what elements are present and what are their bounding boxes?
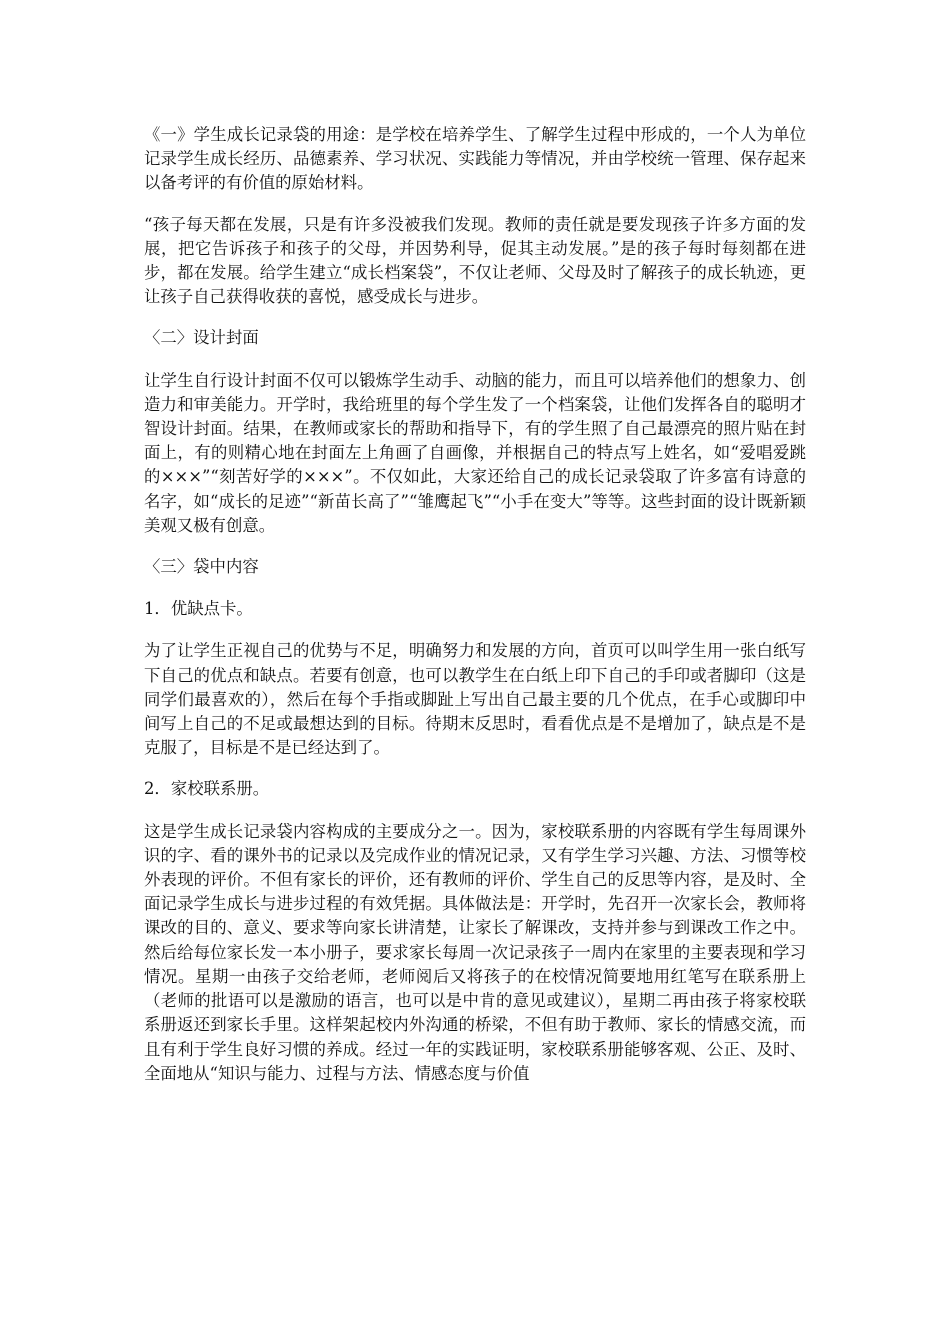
paragraph-cover-design: 让学生自行设计封面不仅可以锻炼学生动手、动脑的能力，而且可以培养他们的想象力、创造力和审美能力。开学时，我给班里的每个学生发了一个档案袋，让他们发挥各自的聪明才智设计封面。结果，在教师或家长的帮助和指导下，有的学生照了自己最漂亮的照片贴在封面上，有的则精心地在封面左上角画了自画像，并根据自己的特点写上姓名，如“爱唱爱跳的×××”“刻苦好学的×××”。不仅如此，大家还给自己的成长记录袋取了许多富有诗意的名字，如“成长的足迹”“新苗长高了”“雏鹰起飞”“小手在变大”等等。这些封面的设计既新颖美观又极有创意。 — [144, 370, 806, 535]
paragraph-home-school-book: 这是学生成长记录袋内容构成的主要成分之一。因为，家校联系册的内容既有学生每周课外识的字、看的课外书的记录以及完成作业的情况记录，又有学生学习兴趣、方法、习惯等校外表现的评价。不但有家长的评价，还有教师的评价、学生自己的反思等内容，是及时、全面记录学生成长与进步过程的有效凭据。具体做法是：开学时，先召开一次家长会，教师将课改的目的、意义、要求等向家长讲清楚，让家长了解课改，支持并参与到课改工作之中。然后给每位家长发一本小册子，要求家长每周一次记录孩子一周内在家里的主要表现和学习情况。星期一由孩子交给老师，老师阅后又将孩子的在校情况简要地用红笔写在联系册上（老师的批语可以是激励的语言，也可以是中肯的意见或建议），星期二再由孩子将家校联系册返还到家长手里。这样架起校内外沟通的桥梁，不但有助于教师、家长的情感交流，而且有利于学生良好习惯的养成。经过一年的实践证明，家校联系册能够客观、公正、及时、全面地从“知识与能力、过程与方法、情感态度与价值 — [144, 821, 806, 1083]
paragraph-pros-cons-card: 为了让学生正视自己的优势与不足，明确努力和发展的方向，首页可以叫学生用一张白纸写下自己的优点和缺点。若要有创意，也可以教学生在白纸上印下自己的手印或者脚印（这是同学们最喜欢的），然后在每个手指或脚趾上写出自己最主要的几个优点，在手心或脚印中间写上自己的不足或最想达到的目标。待期末反思时，看看优点是不是增加了，缺点是不是克服了，目标是不是已经达到了。 — [144, 641, 806, 758]
paragraph-purpose: 《一》学生成长记录袋的用途：是学校在培养学生、了解学生过程中形成的，一个人为单位记录学生成长经历、品德素养、学习状况、实践能力等情况，并由学校统一管理、保存起来以备考评的有价值的原始材料。 — [144, 125, 806, 193]
document-body — [144, 123, 806, 1103]
subheading-home-school-book: 2．家校联系册。 — [144, 779, 270, 799]
paragraph-quote: “孩子每天都在发展，只是有许多没被我们发现。教师的责任就是要发现孩子许多方面的发展，把它告诉孩子和孩子的父母，并因势利导，促其主动发展。”是的孩子每时每刻都在进步，都在发展。给学生建立“成长档案袋”，不仅让老师、父母及时了解孩子的成长轨迹，更让孩子自己获得收获的喜悦，感受成长与进步。 — [144, 214, 806, 307]
section-heading-cover-design: 〈二〉设计封面 — [144, 328, 259, 348]
section-heading-contents: 〈三〉袋中内容 — [144, 557, 259, 577]
subheading-pros-cons-card: 1．优缺点卡。 — [144, 599, 253, 619]
